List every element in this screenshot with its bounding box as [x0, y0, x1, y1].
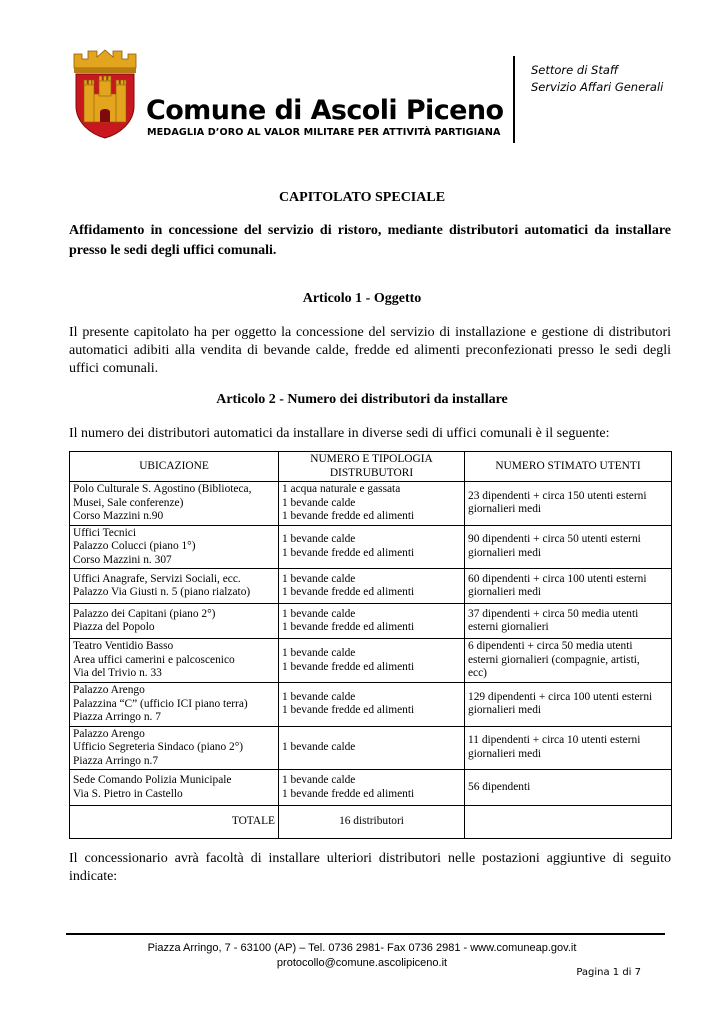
cell-distributors: [279, 525, 465, 569]
cell-distributors-line: 1 bevande calde: [282, 607, 356, 620]
cell-location: [70, 683, 279, 727]
cell-users: [465, 525, 672, 569]
cell-users-line: giornalieri medi: [468, 704, 542, 717]
cell-users-line: 90 dipendenti + circa 50 utenti esterni: [468, 533, 641, 546]
cell-location: [70, 482, 279, 526]
cell-users: [465, 482, 672, 526]
footer-address: Piazza Arringo, 7 - 63100 (AP) – Tel. 0736 2981- Fax 0736 2981 - www.comuneap.gov.it: [147, 942, 577, 954]
cell-location-line: Teatro Ventidio Basso: [73, 640, 174, 653]
table-row: [70, 482, 672, 526]
cell-location: [70, 726, 279, 770]
table-row: [70, 683, 672, 727]
office-service: Servizio Affari Generali: [531, 80, 664, 94]
cell-location-line: Uffici Tecnici: [73, 526, 136, 539]
cell-location-line: Musei, Sale conferenze): [73, 496, 184, 509]
table-row: [70, 726, 672, 770]
cell-distributors: [279, 604, 465, 639]
article-2-intro: Il numero dei distributori automatici da installare in diverse sedi di uffici comunali è il seguente:: [69, 426, 610, 441]
cell-location-line: Palazzo Via Giusti n. 5 (piano rialzato): [73, 586, 251, 598]
cell-users: [465, 726, 672, 770]
table-row: [70, 569, 672, 604]
article-1-text: Il presente capitolato ha per oggetto la concessione del servizio di installazione e gestione di distributori automatici adibiti alla vendita di bevande calde, fredde ed alimenti preconfezionati presso le sedi degli uffici comunali.: [69, 325, 671, 376]
footer-rule: [66, 933, 665, 935]
cell-distributors: [279, 683, 465, 727]
cell-distributors-line: 1 bevande calde: [282, 741, 356, 753]
table-row: [70, 770, 672, 806]
document-subject: Affidamento in concessione del servizio di ristoro, mediante distributori automatici da installare presso le sedi degli uffici comunali.: [69, 223, 671, 258]
cell-users-line: ecc): [468, 667, 487, 680]
cell-distributors-line: 1 bevande fredde ed alimenti: [282, 704, 415, 717]
page-number: Pagina 1 di 7: [576, 967, 641, 978]
cell-location-line: Sede Comando Polizia Municipale: [73, 774, 232, 786]
cell-location-line: Piazza Arringo n. 7: [73, 711, 161, 723]
closing-text: Il concessionario avrà facoltà di installare ulteriori distributori nelle postazioni aggiuntive di seguito indicate:: [69, 851, 671, 884]
cell-distributors-line: 1 acqua naturale e gassata: [282, 483, 401, 495]
cell-distributors: [279, 770, 465, 806]
cell-distributors: [279, 569, 465, 604]
cell-location-line: Via del Trivio n. 33: [73, 667, 162, 680]
cell-users-line: 6 dipendenti + circa 50 media utenti: [468, 640, 633, 653]
cell-distributors-line: 1 bevande calde: [282, 690, 356, 703]
cell-users: [465, 569, 672, 604]
municipality-motto: MEDAGLIA D’ORO AL VALOR MILITARE PER ATTIVITÀ PARTIGIANA: [147, 127, 501, 138]
cell-location: [70, 525, 279, 569]
cell-location-line: Ufficio Segreteria Sindaco (piano 2°): [73, 741, 244, 753]
cell-distributors-line: 1 bevande fredde ed alimenti: [282, 586, 415, 598]
municipality-name: Comune di Ascoli Piceno: [146, 95, 504, 126]
table-row: [70, 525, 672, 569]
cell-location-line: Corso Mazzini n. 307: [73, 553, 172, 566]
cell-users-line: giornalieri medi: [468, 747, 542, 760]
table-header-row: [70, 452, 672, 482]
cell-location-line: Palazzo Arengo: [73, 684, 145, 696]
article-1-heading: Articolo 1 - Oggetto: [302, 291, 422, 306]
cell-distributors: [279, 639, 465, 683]
city-crest-logo: [70, 48, 140, 140]
cell-location: [70, 639, 279, 683]
cell-location: [70, 569, 279, 604]
header-divider: [513, 56, 515, 143]
cell-location-line: Uffici Anagrafe, Servizi Sociali, ecc.: [73, 572, 241, 585]
cell-users-line: 129 dipendenti + circa 100 utenti esterni: [468, 690, 653, 703]
cell-users-line: giornalieri medi: [468, 546, 542, 559]
cell-users: [465, 604, 672, 639]
cell-users-line: 60 dipendenti + circa 100 utenti esterni: [468, 572, 647, 585]
cell-users-line: 56 dipendenti: [468, 780, 531, 793]
cell-distributors-line: 1 bevande fredde ed alimenti: [282, 546, 415, 559]
cell-location-line: Piazza Arringo n.7: [73, 754, 159, 767]
cell-location-line: Polo Culturale S. Agostino (Biblioteca,: [73, 483, 252, 495]
cell-distributors-line: 1 bevande calde: [282, 496, 356, 509]
total-label: TOTALE: [70, 806, 279, 839]
distributors-table: [69, 451, 672, 839]
cell-distributors: [279, 726, 465, 770]
cell-location-line: Corso Mazzini n.90: [73, 510, 164, 522]
cell-distributors-line: 1 bevande calde: [282, 774, 356, 786]
cell-location: [70, 770, 279, 806]
cell-distributors-line: 1 bevande fredde ed alimenti: [282, 660, 415, 673]
cell-users: [465, 639, 672, 683]
cell-distributors: [279, 482, 465, 526]
document-title: CAPITOLATO SPECIALE: [278, 190, 446, 205]
cell-location-line: Palazzo Colucci (piano 1°): [73, 540, 196, 552]
cell-distributors-line: 1 bevande calde: [282, 647, 356, 659]
cell-distributors-line: 1 bevande fredde ed alimenti: [282, 787, 415, 800]
office-block: [531, 62, 663, 96]
cell-location-line: Area uffici camerini e palcoscenico: [73, 653, 235, 666]
crown-icon: [74, 50, 136, 68]
table-total-row: [70, 806, 672, 839]
article-2-heading: Articolo 2 - Numero dei distributori da installare: [216, 392, 508, 407]
cell-users-line: giornalieri medi: [468, 586, 542, 598]
cell-users-line: esterni giornalieri: [468, 621, 549, 633]
cell-users-line: 37 dipendenti + circa 50 media utenti: [468, 607, 639, 620]
cell-users: [465, 683, 672, 727]
cell-location: [70, 604, 279, 639]
table-row: [70, 639, 672, 683]
header-location: UBICAZIONE: [70, 452, 279, 482]
office-sector: Settore di Staff: [531, 63, 619, 77]
cell-distributors-line: 1 bevande calde: [282, 572, 356, 585]
cell-location-line: Via S. Pietro in Castello: [73, 787, 183, 800]
cell-users-line: 11 dipendenti + circa 10 utenti esterni: [468, 734, 641, 747]
cell-distributors-line: 1 bevande calde: [282, 533, 356, 546]
cell-users-line: esterni giornalieri (compagnie, artisti,: [468, 653, 640, 666]
cell-distributors-line: 1 bevande fredde ed alimenti: [282, 621, 415, 633]
cell-distributors-line: 1 bevande fredde ed alimenti: [282, 510, 415, 522]
cell-location-line: Palazzina “C” (ufficio ICI piano terra): [73, 697, 248, 710]
cell-users: [465, 770, 672, 806]
header-users: NUMERO STIMATO UTENTI: [465, 452, 672, 482]
header-distributors: NUMERO E TIPOLOGIA DISTRUBUTORI: [279, 452, 465, 482]
cell-users-line: giornalieri medi: [468, 503, 542, 516]
total-value: 16 distributori: [279, 806, 465, 839]
cell-location-line: Palazzo dei Capitani (piano 2°): [73, 607, 216, 620]
footer-email: protocollo@comune.ascolipiceno.it: [276, 957, 448, 969]
total-empty-cell: [465, 806, 672, 839]
table-row: [70, 604, 672, 639]
cell-location-line: Palazzo Arengo: [73, 727, 145, 740]
cell-users-line: 23 dipendenti + circa 150 utenti esterni: [468, 489, 647, 502]
cell-location-line: Piazza del Popolo: [73, 621, 155, 633]
